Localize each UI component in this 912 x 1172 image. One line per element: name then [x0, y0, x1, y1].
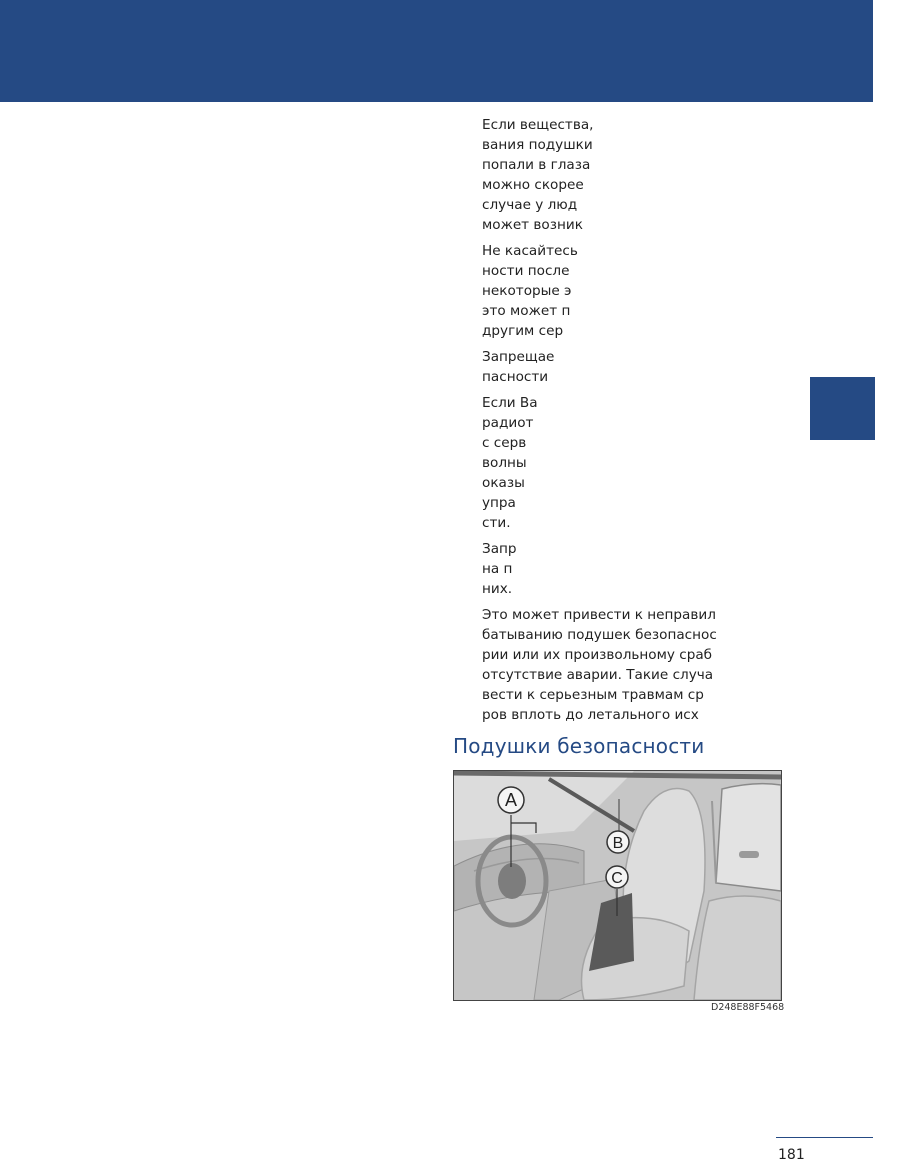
text-line: рии или их произвольному сраб	[482, 647, 713, 663]
text-line: радиот	[482, 415, 534, 431]
text-line: оказы	[482, 475, 525, 491]
paragraph	[482, 393, 717, 533]
text-line: них.	[482, 581, 513, 597]
text-line: Запрещае	[482, 349, 555, 365]
text-line: Если Ва	[482, 395, 538, 411]
airbag-illustration	[453, 770, 782, 1001]
text-line: вания подушки	[482, 137, 593, 153]
text-line: Запр	[482, 541, 517, 557]
page-number: 181	[778, 1147, 805, 1163]
text-line: Не касайтесь	[482, 243, 578, 259]
label-a: A	[504, 790, 518, 810]
text-line: ров вплоть до летального исх	[482, 707, 699, 723]
section-title: Подушки безопасности	[453, 734, 705, 758]
text-line: Это может привести к неправил	[482, 607, 716, 623]
text-line: сти.	[482, 515, 511, 531]
paragraph	[482, 605, 717, 725]
text-line: это может п	[482, 303, 571, 319]
figure-code: D248E88F5468	[711, 1002, 785, 1013]
text-line: другим сер	[482, 323, 564, 339]
paragraph	[482, 241, 717, 341]
text-line: попали в глаза	[482, 157, 591, 173]
label-b: B	[612, 835, 624, 852]
text-line: упра	[482, 495, 516, 511]
header-band	[0, 0, 873, 102]
footer-rule	[776, 1137, 873, 1138]
text-line: на п	[482, 561, 513, 577]
car-interior-drawing	[454, 771, 781, 1000]
steering-airbag	[498, 863, 526, 899]
text-line: ности после	[482, 263, 570, 279]
text-line: волны	[482, 455, 527, 471]
warning-text-column	[482, 115, 717, 731]
text-line: некоторые э	[482, 283, 572, 299]
paragraph	[482, 539, 717, 599]
text-line: с серв	[482, 435, 527, 451]
text-line: отсутствие аварии. Такие случа	[482, 667, 714, 683]
label-c: C	[611, 870, 623, 887]
text-line: случае у люд	[482, 197, 578, 213]
text-line: Если вещества,	[482, 117, 594, 133]
text-line: можно скорее	[482, 177, 584, 193]
paragraph	[482, 115, 717, 235]
text-line: пасности	[482, 369, 549, 385]
text-line: может возник	[482, 217, 583, 233]
text-line: вести к серьезным травмам ср	[482, 687, 704, 703]
text-line: батыванию подушек безопаснос	[482, 627, 717, 643]
paragraph	[482, 347, 717, 387]
chapter-tab	[810, 377, 875, 440]
